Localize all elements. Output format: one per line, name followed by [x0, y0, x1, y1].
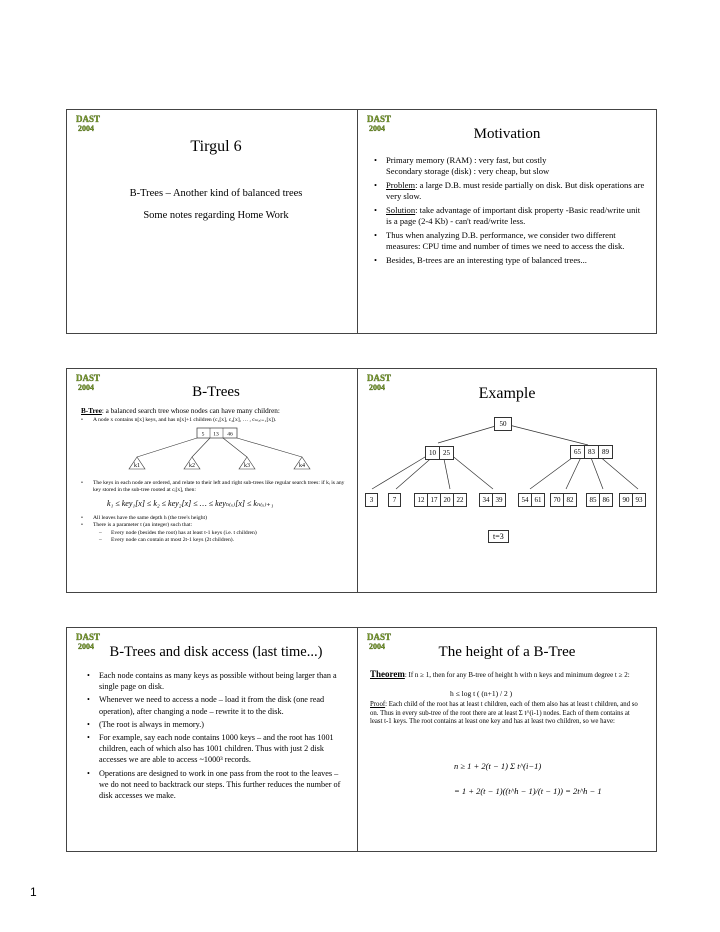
bullet-item	[87, 719, 349, 730]
equation-1: n ≥ 1 + 2(t − 1) Σ t^(i−1)	[454, 761, 542, 771]
subtree-label: k2	[189, 463, 195, 469]
bullet-item	[374, 255, 646, 266]
theorem-label: Theorem	[370, 669, 405, 679]
sub-text: Every node can contain at most 2t-1 keys (2t children).	[111, 537, 235, 544]
theorem-text: : If n ≥ 1, then for any B-tree of height h with n keys and minimum degree t ≥ 2:	[404, 671, 630, 679]
ordering-formula: k₁ ≤ key₁[x] ≤ k₂ ≤ key₂[x] ≤ … ≤ keyₙ₍ₓ₎[x] ≤ kₙ₍ₓ₎₊₁	[107, 499, 274, 508]
bullet-text: For example, say each node contains 1000 keys – and the root has 1001 children, each of which also has 1001 children. Thus with just 2 disk accesses we are able to access ~1000³ records.	[99, 733, 334, 765]
svg-text:2004: 2004	[369, 124, 385, 133]
tree-leaf	[414, 489, 466, 507]
svg-text:DAST: DAST	[367, 114, 392, 124]
node-key: 17	[427, 493, 441, 507]
svg-text:DAST: DAST	[76, 632, 101, 642]
node-key: 13	[213, 431, 219, 438]
node-key: 34	[479, 493, 493, 507]
proof	[370, 701, 642, 727]
slide-5	[66, 627, 366, 852]
page-number: 1	[30, 885, 37, 899]
svg-text:2004: 2004	[78, 124, 94, 133]
node-key: 61	[531, 493, 545, 507]
node-key: 89	[598, 445, 613, 459]
bullet-list	[87, 670, 349, 801]
subtree-label: k3	[244, 463, 250, 469]
node-key: 5	[201, 431, 205, 438]
tree-node-root	[494, 413, 511, 431]
tree-leaf	[550, 489, 576, 507]
node-key: 86	[599, 493, 613, 507]
svg-text:DAST: DAST	[76, 114, 101, 124]
btree-edges	[358, 369, 657, 593]
node-key: 93	[632, 493, 646, 507]
node-key: 83	[584, 445, 599, 459]
bullet-keyword: Solution	[386, 205, 416, 215]
slide-title: B-Trees	[192, 384, 240, 400]
bullet-item	[374, 230, 646, 252]
tree-leaf	[365, 489, 377, 507]
bullet-text: Thus when analyzing D.B. performance, we consider two different measures: CPU time and number of times we need to access the disk.	[386, 230, 625, 251]
degree-label: t=3	[488, 530, 509, 543]
node-key: 46	[227, 431, 233, 438]
svg-text:DAST: DAST	[367, 373, 392, 383]
tree-node-right	[570, 441, 612, 459]
node-key: 39	[492, 493, 506, 507]
svg-text:2004: 2004	[78, 642, 94, 651]
sub-item	[99, 537, 351, 544]
tree-leaf	[388, 489, 400, 507]
bullet-text: : a large D.B. must reside partially on disk. But disk operations are very slow.	[386, 180, 645, 201]
bullet-text: There is a parameter t (an integer) such that:	[93, 522, 193, 529]
bullet-text: : take advantage of important disk property -Basic read/write unit is a page (2-4 Kb) - can't read/write less.	[386, 205, 641, 226]
proof-label: Proof	[370, 701, 386, 708]
bullet-text: Operations are designed to work in one pass from the root to the leaves – we do not need to backtrack our steps. This further reduces the number of disk accesses we make.	[99, 768, 341, 801]
node-key: 50	[494, 417, 512, 431]
bullet-item	[87, 768, 349, 802]
node-key: 85	[586, 493, 600, 507]
node-key: 3	[365, 493, 378, 507]
bullet-text: Secondary storage (disk) : very cheap, but slow	[386, 166, 550, 176]
node-key: 25	[439, 446, 454, 460]
slide-2	[357, 109, 657, 334]
node-key: 90	[619, 493, 633, 507]
node-key: 7	[388, 493, 401, 507]
slide-title: Example	[478, 385, 536, 402]
bullet-item	[87, 670, 349, 692]
node-key: 20	[440, 493, 454, 507]
bullet-item	[374, 180, 646, 202]
bullet-item	[81, 480, 351, 494]
bullet-text: All leaves have the same depth h (the tree's height)	[93, 515, 207, 521]
slide-title: The height of a B-Tree	[438, 644, 576, 660]
bullet-item	[87, 694, 349, 716]
equation-2: = 1 + 2(t − 1)((t^h − 1)/(t − 1)) = 2t^h − 1	[454, 786, 602, 796]
svg-text:2004: 2004	[369, 383, 385, 392]
slide-title: Tirgul 6	[190, 138, 242, 155]
node-key: 10	[425, 446, 440, 460]
bullet-item	[374, 155, 646, 177]
bullet-text: A node x contains n[x] keys, and has n[x]+1 children (c₁[x], c₂[x], … , cₙ₍ₓ₎₊₁[x]).	[93, 417, 277, 423]
definition	[81, 407, 361, 415]
bullet-item	[81, 417, 351, 424]
tree-node-left	[425, 442, 453, 460]
svg-text:2004: 2004	[369, 642, 385, 651]
bullet-text: (The root is always in memory.)	[99, 719, 204, 729]
bullet-keyword: Problem	[386, 180, 416, 190]
bullet-text: Primary memory (RAM) : very fast, but costly	[386, 155, 547, 165]
bullet-item	[81, 522, 351, 544]
tree-leaf	[479, 489, 505, 507]
svg-text:DAST: DAST	[76, 373, 101, 383]
node-key: 54	[518, 493, 532, 507]
svg-text:DAST: DAST	[367, 632, 392, 642]
bullet-item	[374, 205, 646, 227]
node-key: 12	[414, 493, 428, 507]
slide-title: Motivation	[473, 126, 541, 142]
bullet-text: Besides, B-trees are an interesting type of balanced trees...	[386, 255, 587, 265]
node-key: 70	[550, 493, 564, 507]
bullet-list	[81, 515, 351, 545]
tree-leaf	[619, 489, 645, 507]
bullet-text: Whenever we need to access a node – load it from the disk (one read operation), after changing a node – rewrite it to the disk.	[99, 695, 325, 716]
svg-text:2004: 2004	[78, 383, 94, 392]
definition-keyword: B-Tree	[81, 407, 102, 415]
theorem	[370, 670, 648, 680]
slide-title: B-Trees and disk access (last time...)	[109, 644, 323, 660]
bullet-list	[81, 480, 351, 494]
sub-text: Every node (besides the root) has at least t-1 keys (i.e. t children)	[111, 529, 257, 536]
proof-text: : Each child of the root has at least t children, each of them also has at least t children, and so on. Thus in every sub-tree of the root there are at least Σ t^(i-1) nodes. Each of them contains at least t-1 keys. The root contains at least one key and has at least two children, so we have:	[370, 701, 638, 726]
dast-logo-icon	[75, 113, 109, 133]
slide-3	[66, 368, 366, 593]
theorem-formula: h ≤ log t ( (n+1) / 2 )	[450, 689, 513, 698]
node-key: 65	[570, 445, 585, 459]
bullet-list	[81, 417, 351, 424]
slide-1	[66, 109, 366, 334]
tree-leaf	[518, 489, 544, 507]
sub-list	[99, 530, 351, 545]
node-diagram	[97, 427, 337, 473]
subtree-label: k1	[134, 463, 140, 469]
node-key: 82	[563, 493, 577, 507]
subtitle-line-2: Some notes regarding Home Work	[143, 210, 289, 221]
bullet-text: Each node contains as many keys as possible without being larger than a single page on disk.	[99, 671, 337, 692]
definition-text: : a balanced search tree whose nodes can have many children:	[101, 407, 280, 415]
subtree-label: k4	[299, 463, 305, 469]
bullet-list	[374, 155, 646, 266]
node-key: 22	[453, 493, 467, 507]
slide-6	[357, 627, 657, 852]
slide-4	[357, 368, 657, 593]
bullet-item	[87, 732, 349, 766]
tree-leaf	[586, 489, 612, 507]
subtitle-line-1: B-Trees – Another kind of balanced trees	[129, 188, 303, 199]
bullet-text: The keys in each node are ordered, and relate to their left and right sub-trees like regular search trees: if kᵢ is any key stored in the sub-tree rooted at cᵢ[x], then:	[93, 480, 345, 493]
